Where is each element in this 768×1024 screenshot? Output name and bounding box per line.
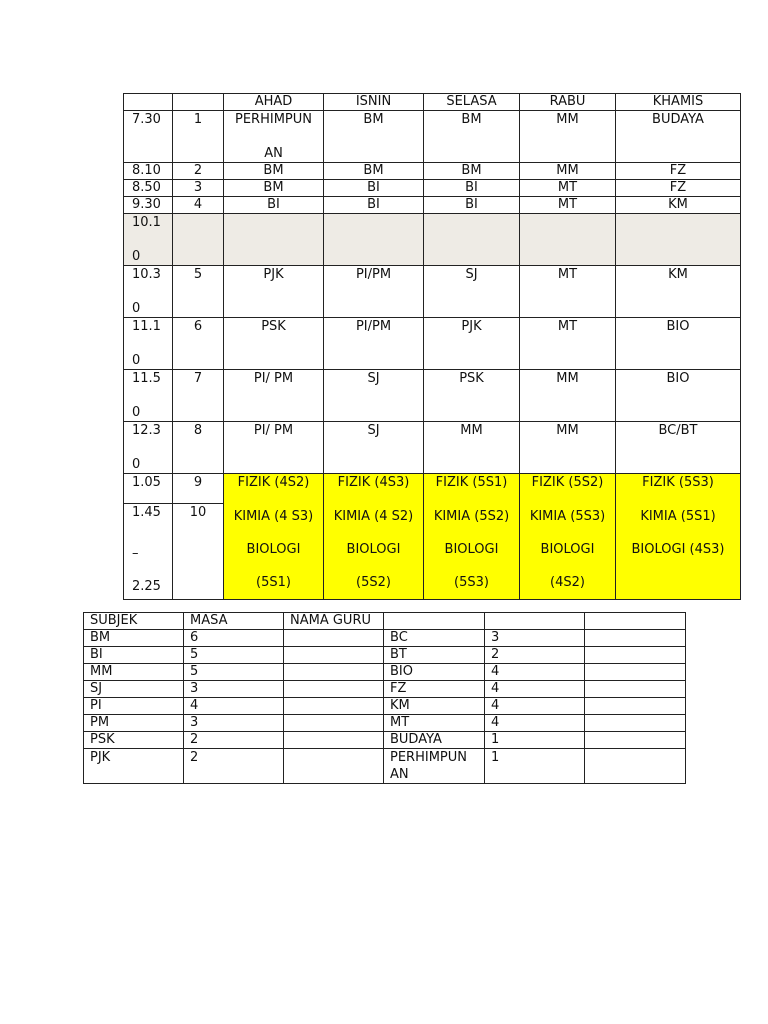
subject-table-cell: 3 <box>184 681 284 698</box>
subject-cell <box>324 214 424 266</box>
lab-rotation-line: BIOLOGI <box>444 542 499 557</box>
lab-rotation-line <box>616 566 740 599</box>
lab-rotation-line: FIZIK (5S2) <box>531 475 604 490</box>
period-row <box>124 318 741 370</box>
period-number-cell: 10 <box>173 503 224 599</box>
subject-cell: PJK <box>224 266 324 318</box>
lab-rotation-line: (5S2) <box>356 575 391 590</box>
lab-rotation-cell <box>424 474 520 600</box>
time-line: – <box>132 545 139 561</box>
lab-rotation-line: BIOLOGI <box>540 542 595 557</box>
period-row <box>124 180 741 197</box>
subject-row <box>84 698 686 715</box>
time-cell: 12.3 0 <box>124 422 173 474</box>
break-row <box>124 214 741 266</box>
time-cell: 10.1 0 <box>124 214 173 266</box>
subject-table-cell: PI <box>84 698 184 715</box>
header-cell: KHAMIS <box>616 94 741 111</box>
subject-cell: MT <box>520 266 616 318</box>
subject-cell <box>520 214 616 266</box>
subject-cell: FZ <box>616 180 741 197</box>
subject-cell: MT <box>520 197 616 214</box>
subject-table-cell: 1 <box>485 749 585 784</box>
subject-row <box>84 732 686 749</box>
subject-table-cell: 2 <box>184 732 284 749</box>
time-line: 1.45 <box>132 504 161 520</box>
header-cell: MASA <box>184 613 284 630</box>
time-cell: 1.05 <box>124 474 173 504</box>
subject-cell: PJK <box>424 318 520 370</box>
subject-header-row <box>84 613 686 630</box>
subject-table-cell: 4 <box>184 698 284 715</box>
subject-cell: MT <box>520 180 616 197</box>
subject-table-cell <box>284 698 384 715</box>
subject-table-cell <box>585 681 686 698</box>
header-cell <box>173 94 224 111</box>
subject-table-cell <box>284 681 384 698</box>
subject-table-cell: BI <box>84 647 184 664</box>
subject-cell: BC/BT <box>616 422 741 474</box>
lab-rotation-line: KIMIA (5S3) <box>529 509 606 524</box>
subject-row <box>84 681 686 698</box>
subject-table-cell: SJ <box>84 681 184 698</box>
subject-cell: PSK <box>424 370 520 422</box>
period-number-cell: 5 <box>173 266 224 318</box>
subject-table-cell: 2 <box>184 749 284 784</box>
time-cell: 11.1 0 <box>124 318 173 370</box>
subject-cell: KM <box>616 266 741 318</box>
lab-rotation-line: FIZIK (5S1) <box>435 475 508 490</box>
subject-table-cell: 4 <box>485 681 585 698</box>
subject-table-cell: 3 <box>184 715 284 732</box>
subject-cell: PSK <box>224 318 324 370</box>
subject-cell: PI/ PM <box>224 422 324 474</box>
subject-row <box>84 630 686 647</box>
period-number-cell: 2 <box>173 163 224 180</box>
period-number-cell: 1 <box>173 111 224 163</box>
subject-cell: MM <box>520 163 616 180</box>
lab-rotation-line: FIZIK (5S3) <box>642 475 714 490</box>
subject-table-cell: 6 <box>184 630 284 647</box>
subject-table-cell: MT <box>384 715 485 732</box>
subject-table-cell: 5 <box>184 664 284 681</box>
subject-table-cell <box>284 715 384 732</box>
period-number-cell: 7 <box>173 370 224 422</box>
subject-cell: MM <box>520 422 616 474</box>
subject-table-cell <box>284 664 384 681</box>
time-cell: 11.5 0 <box>124 370 173 422</box>
period-row <box>124 370 741 422</box>
subject-table-cell: MM <box>84 664 184 681</box>
subject-table-cell: 4 <box>485 698 585 715</box>
time-cell: 8.10 <box>124 163 173 180</box>
subject-table-cell: 1 <box>485 732 585 749</box>
subject-table-cell <box>585 698 686 715</box>
subject-cell: MM <box>424 422 520 474</box>
subject-table-cell: PJK <box>84 749 184 784</box>
time-cell: 7.30 <box>124 111 173 163</box>
subject-table-cell: BT <box>384 647 485 664</box>
period-number-cell: 9 <box>173 474 224 504</box>
subject-cell: FZ <box>616 163 741 180</box>
subject-cell <box>424 214 520 266</box>
afternoon-row <box>124 474 741 504</box>
lab-rotation-cell <box>324 474 424 600</box>
lab-rotation-line: FIZIK (4S2) <box>237 475 310 490</box>
header-cell: AHAD <box>224 94 324 111</box>
subject-table-cell: PSK <box>84 732 184 749</box>
subject-table-cell <box>585 630 686 647</box>
subject-cell: BM <box>324 111 424 163</box>
subject-cell: BIO <box>616 370 741 422</box>
lab-rotation-cell <box>616 474 741 600</box>
subject-cell: BI <box>324 180 424 197</box>
subject-cell: MM <box>520 111 616 163</box>
subject-table-cell: 5 <box>184 647 284 664</box>
subject-table-cell: KM <box>384 698 485 715</box>
subject-table <box>83 612 686 784</box>
subject-table-cell <box>284 630 384 647</box>
period-number-cell: 3 <box>173 180 224 197</box>
lab-rotation-line: BIOLOGI (4S3) <box>631 542 725 557</box>
lab-rotation-line: (4S2) <box>550 575 585 590</box>
subject-table-cell <box>585 664 686 681</box>
subject-table-cell: 2 <box>485 647 585 664</box>
header-cell: ISNIN <box>324 94 424 111</box>
period-row <box>124 422 741 474</box>
subject-table-cell: PM <box>84 715 184 732</box>
subject-cell: MM <box>520 370 616 422</box>
subject-table-cell: 4 <box>485 664 585 681</box>
period-number-cell: 4 <box>173 197 224 214</box>
subject-cell: PERHIMPUN AN <box>224 111 324 163</box>
subject-cell: BI <box>324 197 424 214</box>
time-cell: 8.50 <box>124 180 173 197</box>
subject-cell: SJ <box>324 422 424 474</box>
subject-cell: PI/ PM <box>224 370 324 422</box>
subject-cell: BUDAYA <box>616 111 741 163</box>
time-cell <box>124 503 173 599</box>
timetable-header-row <box>124 94 741 111</box>
subject-cell: BM <box>224 180 324 197</box>
subject-row <box>84 749 686 784</box>
header-cell <box>585 613 686 630</box>
time-cell: 10.3 0 <box>124 266 173 318</box>
header-cell: SELASA <box>424 94 520 111</box>
subject-table-cell: BIO <box>384 664 485 681</box>
subject-table-cell: FZ <box>384 681 485 698</box>
lab-rotation-line: FIZIK (4S3) <box>337 475 410 490</box>
lab-rotation-line: KIMIA (4 S3) <box>233 509 314 524</box>
header-cell <box>384 613 485 630</box>
lab-rotation-cell <box>520 474 616 600</box>
period-row <box>124 266 741 318</box>
subject-cell: BM <box>424 163 520 180</box>
lab-rotation-line: (5S1) <box>256 575 291 590</box>
subject-cell: BM <box>324 163 424 180</box>
subject-cell: BI <box>424 180 520 197</box>
subject-row <box>84 647 686 664</box>
subject-cell: BI <box>424 197 520 214</box>
header-cell <box>485 613 585 630</box>
lab-rotation-line: BIOLOGI <box>246 542 301 557</box>
header-cell <box>124 94 173 111</box>
subject-cell: SJ <box>324 370 424 422</box>
subject-table-cell <box>585 732 686 749</box>
subject-cell <box>616 214 741 266</box>
period-number-cell: 8 <box>173 422 224 474</box>
subject-cell: KM <box>616 197 741 214</box>
subject-table-cell: PERHIMPUN AN <box>384 749 485 784</box>
lab-rotation-line: KIMIA (5S1) <box>640 509 716 524</box>
lab-rotation-line: KIMIA (4 S2) <box>333 509 414 524</box>
subject-cell: BI <box>224 197 324 214</box>
lab-rotation-line: (5S3) <box>454 575 489 590</box>
subject-table-cell: 3 <box>485 630 585 647</box>
subject-row <box>84 664 686 681</box>
subject-cell: BIO <box>616 318 741 370</box>
period-row <box>124 111 741 163</box>
lab-rotation-line: KIMIA (5S2) <box>433 509 510 524</box>
subject-cell: PI/PM <box>324 266 424 318</box>
period-number-cell <box>173 214 224 266</box>
time-line: 2.25 <box>132 578 161 594</box>
header-cell: RABU <box>520 94 616 111</box>
subject-table-cell <box>284 749 384 784</box>
subject-row <box>84 715 686 732</box>
subject-cell: MT <box>520 318 616 370</box>
subject-table-cell: BC <box>384 630 485 647</box>
subject-table-cell: 4 <box>485 715 585 732</box>
subject-table-cell <box>284 732 384 749</box>
subject-cell: BM <box>224 163 324 180</box>
subject-table-cell: BUDAYA <box>384 732 485 749</box>
subject-cell: BM <box>424 111 520 163</box>
period-row <box>124 197 741 214</box>
period-number-cell: 6 <box>173 318 224 370</box>
subject-cell: PI/PM <box>324 318 424 370</box>
subject-table-cell: BM <box>84 630 184 647</box>
header-cell: NAMA GURU <box>284 613 384 630</box>
lab-rotation-line: BIOLOGI <box>346 542 401 557</box>
header-cell: SUBJEK <box>84 613 184 630</box>
subject-table-cell <box>585 647 686 664</box>
subject-table-cell <box>585 715 686 732</box>
subject-cell: SJ <box>424 266 520 318</box>
subject-table-cell <box>284 647 384 664</box>
timetable <box>123 93 741 600</box>
lab-rotation-cell <box>224 474 324 600</box>
subject-cell <box>224 214 324 266</box>
time-cell: 9.30 <box>124 197 173 214</box>
subject-table-cell <box>585 749 686 784</box>
period-row <box>124 163 741 180</box>
